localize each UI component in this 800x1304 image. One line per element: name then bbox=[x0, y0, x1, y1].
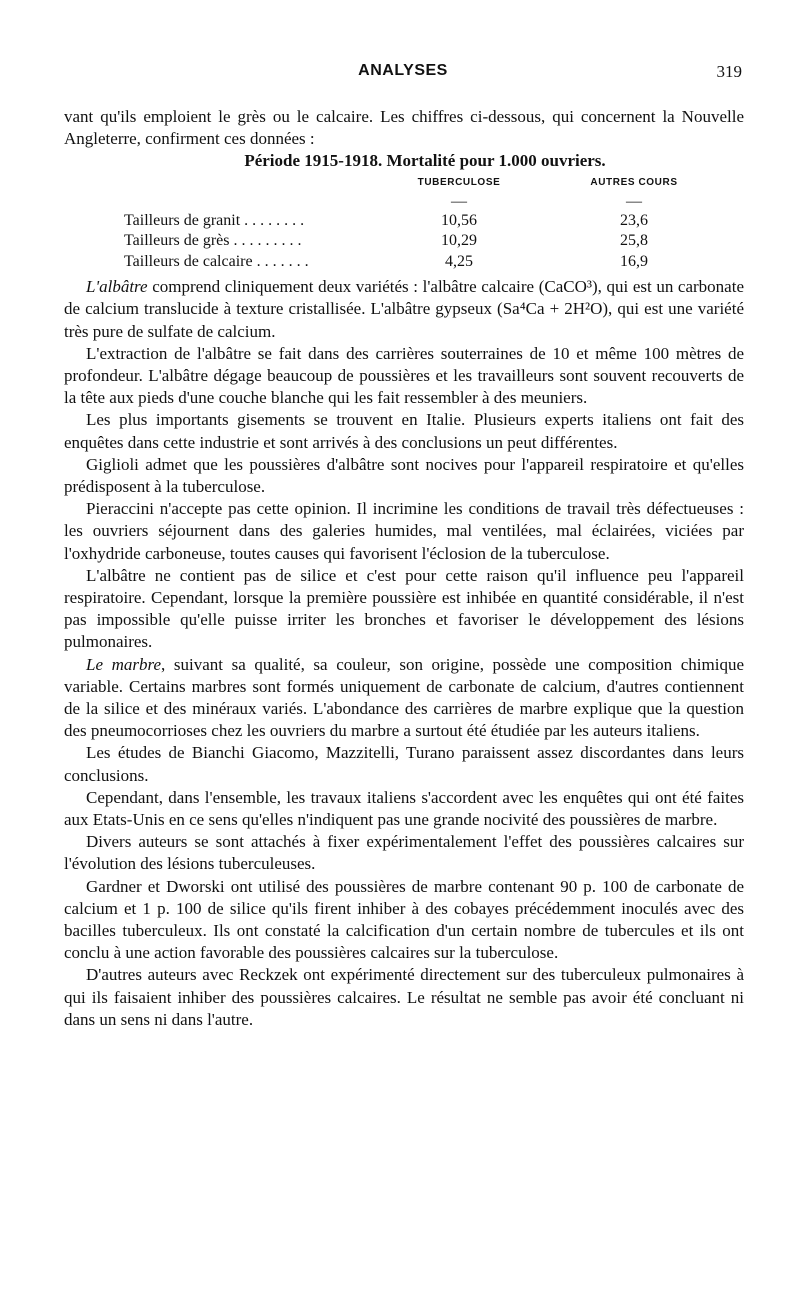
row-value-tuberculose: 10,29 bbox=[441, 232, 477, 250]
page-header bbox=[64, 62, 742, 88]
lead-term: Le marbre bbox=[86, 654, 162, 674]
paragraph: D'autres auteurs avec Reckzek ont expérimenté directement sur des tuberculeux pulmonaires à qui ils faisaient inhiber des poussières calcaires. Le résultat ne semble pas avoir été concluant ni dans un sens ni dans l'autre. bbox=[64, 965, 744, 1029]
table-header-row bbox=[64, 173, 744, 193]
paragraph: Divers auteurs se sont attachés à fixer expérimentalement l'effet des poussières calcaires sur l'évolution des lésions tuberculeuses. bbox=[64, 832, 744, 874]
paragraph: Giglioli admet que les poussières d'albâtre sont nocives pour l'appareil respiratoire et qu'elles prédisposent à la tuberculose. bbox=[64, 454, 744, 496]
paragraph: Pieraccini n'accepte pas cette opinion. Il incrimine les conditions de travail très défectueuses : les ouvriers séjournent dans des galeries humides, mal ventilées, mal éclairées, viciées par l'oxhydride carboneuse, toutes causes qui favorisent l'éclosion de la tuberculose. bbox=[64, 499, 744, 563]
row-value-tuberculose: 4,25 bbox=[445, 252, 473, 270]
row-value-autres-cours: 23,6 bbox=[620, 211, 648, 229]
table-title: Période 1915-1918. Mortalité pour 1.000 ouvriers. bbox=[244, 151, 606, 171]
table-row bbox=[64, 252, 744, 273]
row-label: Tailleurs de calcaire . . . . . . . bbox=[124, 252, 309, 270]
paragraph: L'albâtre ne contient pas de silice et c'est pour cette raison qu'il influence peu l'appareil respiratoire. Cependant, lorsque la première poussière est inhibée en quantité considérable, il n'est pas impossible qu'elle puisse irriter les bronches et favoriser le développement des lésions pulmonaires. bbox=[64, 565, 744, 652]
row-value-autres-cours: 16,9 bbox=[620, 252, 648, 270]
paragraph: Gardner et Dworski ont utilisé des poussières de marbre contenant 90 p. 100 de carbonate de calcium et 1 p. 100 de silice qu'ils firent inhiber à des cobayes précédemment inoculés avec des bacilles tuberculeux. Ils ont constaté la calcification d'un certain nombre de tubercules et ils ont conclu à une action favorable des poussières calcaires sur la tuberculose. bbox=[64, 876, 744, 963]
column-header-tuberculose: TUBERCULOSE bbox=[417, 176, 501, 188]
paragraph-marbre: Le marbre, suivant sa qualité, sa couleur, son origine, possède une composition chimique variable. Certains marbres sont formés uniquement de carbonate de calcium, d'autres contiennent de la silice et des minéraux variés. L'abondance des carrières de marbre explique que la question des pneumocorrioses chez les ouvriers du marbre a surtout été étudiée par les auteurs italiens. bbox=[64, 654, 744, 741]
intro-paragraph: vant qu'ils emploient le grès ou le calcaire. Les chiffres ci-dessous, qui concernent la Nouvelle Angleterre, confirment ces données : bbox=[64, 107, 744, 149]
column-dash: — bbox=[626, 192, 642, 210]
lead-term: L'albâtre bbox=[86, 277, 148, 297]
paragraph: Les études de Bianchi Giacomo, Mazzitelli, Turano paraissent assez discordantes dans leurs conclusions. bbox=[64, 743, 744, 785]
paragraph: Cependant, dans l'ensemble, les travaux italiens s'accordent avec les enquêtes qui ont été faites aux Etats-Unis en ce sens qu'elles n'indiquent pas une grande nocivité des poussières de marbre. bbox=[64, 787, 744, 829]
row-label: Tailleurs de granit . . . . . . . . bbox=[124, 211, 305, 229]
mortality-table bbox=[64, 173, 744, 273]
row-value-tuberculose: 10,56 bbox=[441, 211, 477, 229]
table-row bbox=[64, 231, 744, 252]
body-text bbox=[64, 106, 744, 1031]
column-dash: — bbox=[451, 192, 467, 210]
paragraph: L'extraction de l'albâtre se fait dans des carrières souterraines de 10 et même 100 mètres de profondeur. L'albâtre dégage beaucoup de poussières et les travailleurs sont souvent recouverts de la tête aux pieds d'une couche blanche qui les fait ressembler à des meuniers. bbox=[64, 343, 744, 408]
column-header-autres-cours: AUTRES COURS bbox=[590, 176, 678, 188]
paragraph: Les plus importants gisements se trouvent en Italie. Plusieurs experts italiens ont fait des enquêtes dans cette industrie et sont arrivés à des conclusions un peut différentes. bbox=[64, 410, 744, 452]
paragraph-albatre: L'albâtre comprend cliniquement deux variétés : l'albâtre calcaire (CaCO³), qui est un carbonate de calcium translucide à texture cristallisée. L'albâtre gypseux (Sa⁴Ca + 2H²O), qui est une variété très pure de sulfate de calcium. bbox=[64, 277, 744, 341]
running-title: ANALYSES bbox=[358, 62, 448, 79]
table-dash-row bbox=[64, 193, 744, 211]
row-label: Tailleurs de grès . . . . . . . . . bbox=[124, 232, 302, 250]
page-number: 319 bbox=[716, 62, 742, 81]
table-row bbox=[64, 211, 744, 232]
row-value-autres-cours: 25,8 bbox=[620, 232, 648, 250]
